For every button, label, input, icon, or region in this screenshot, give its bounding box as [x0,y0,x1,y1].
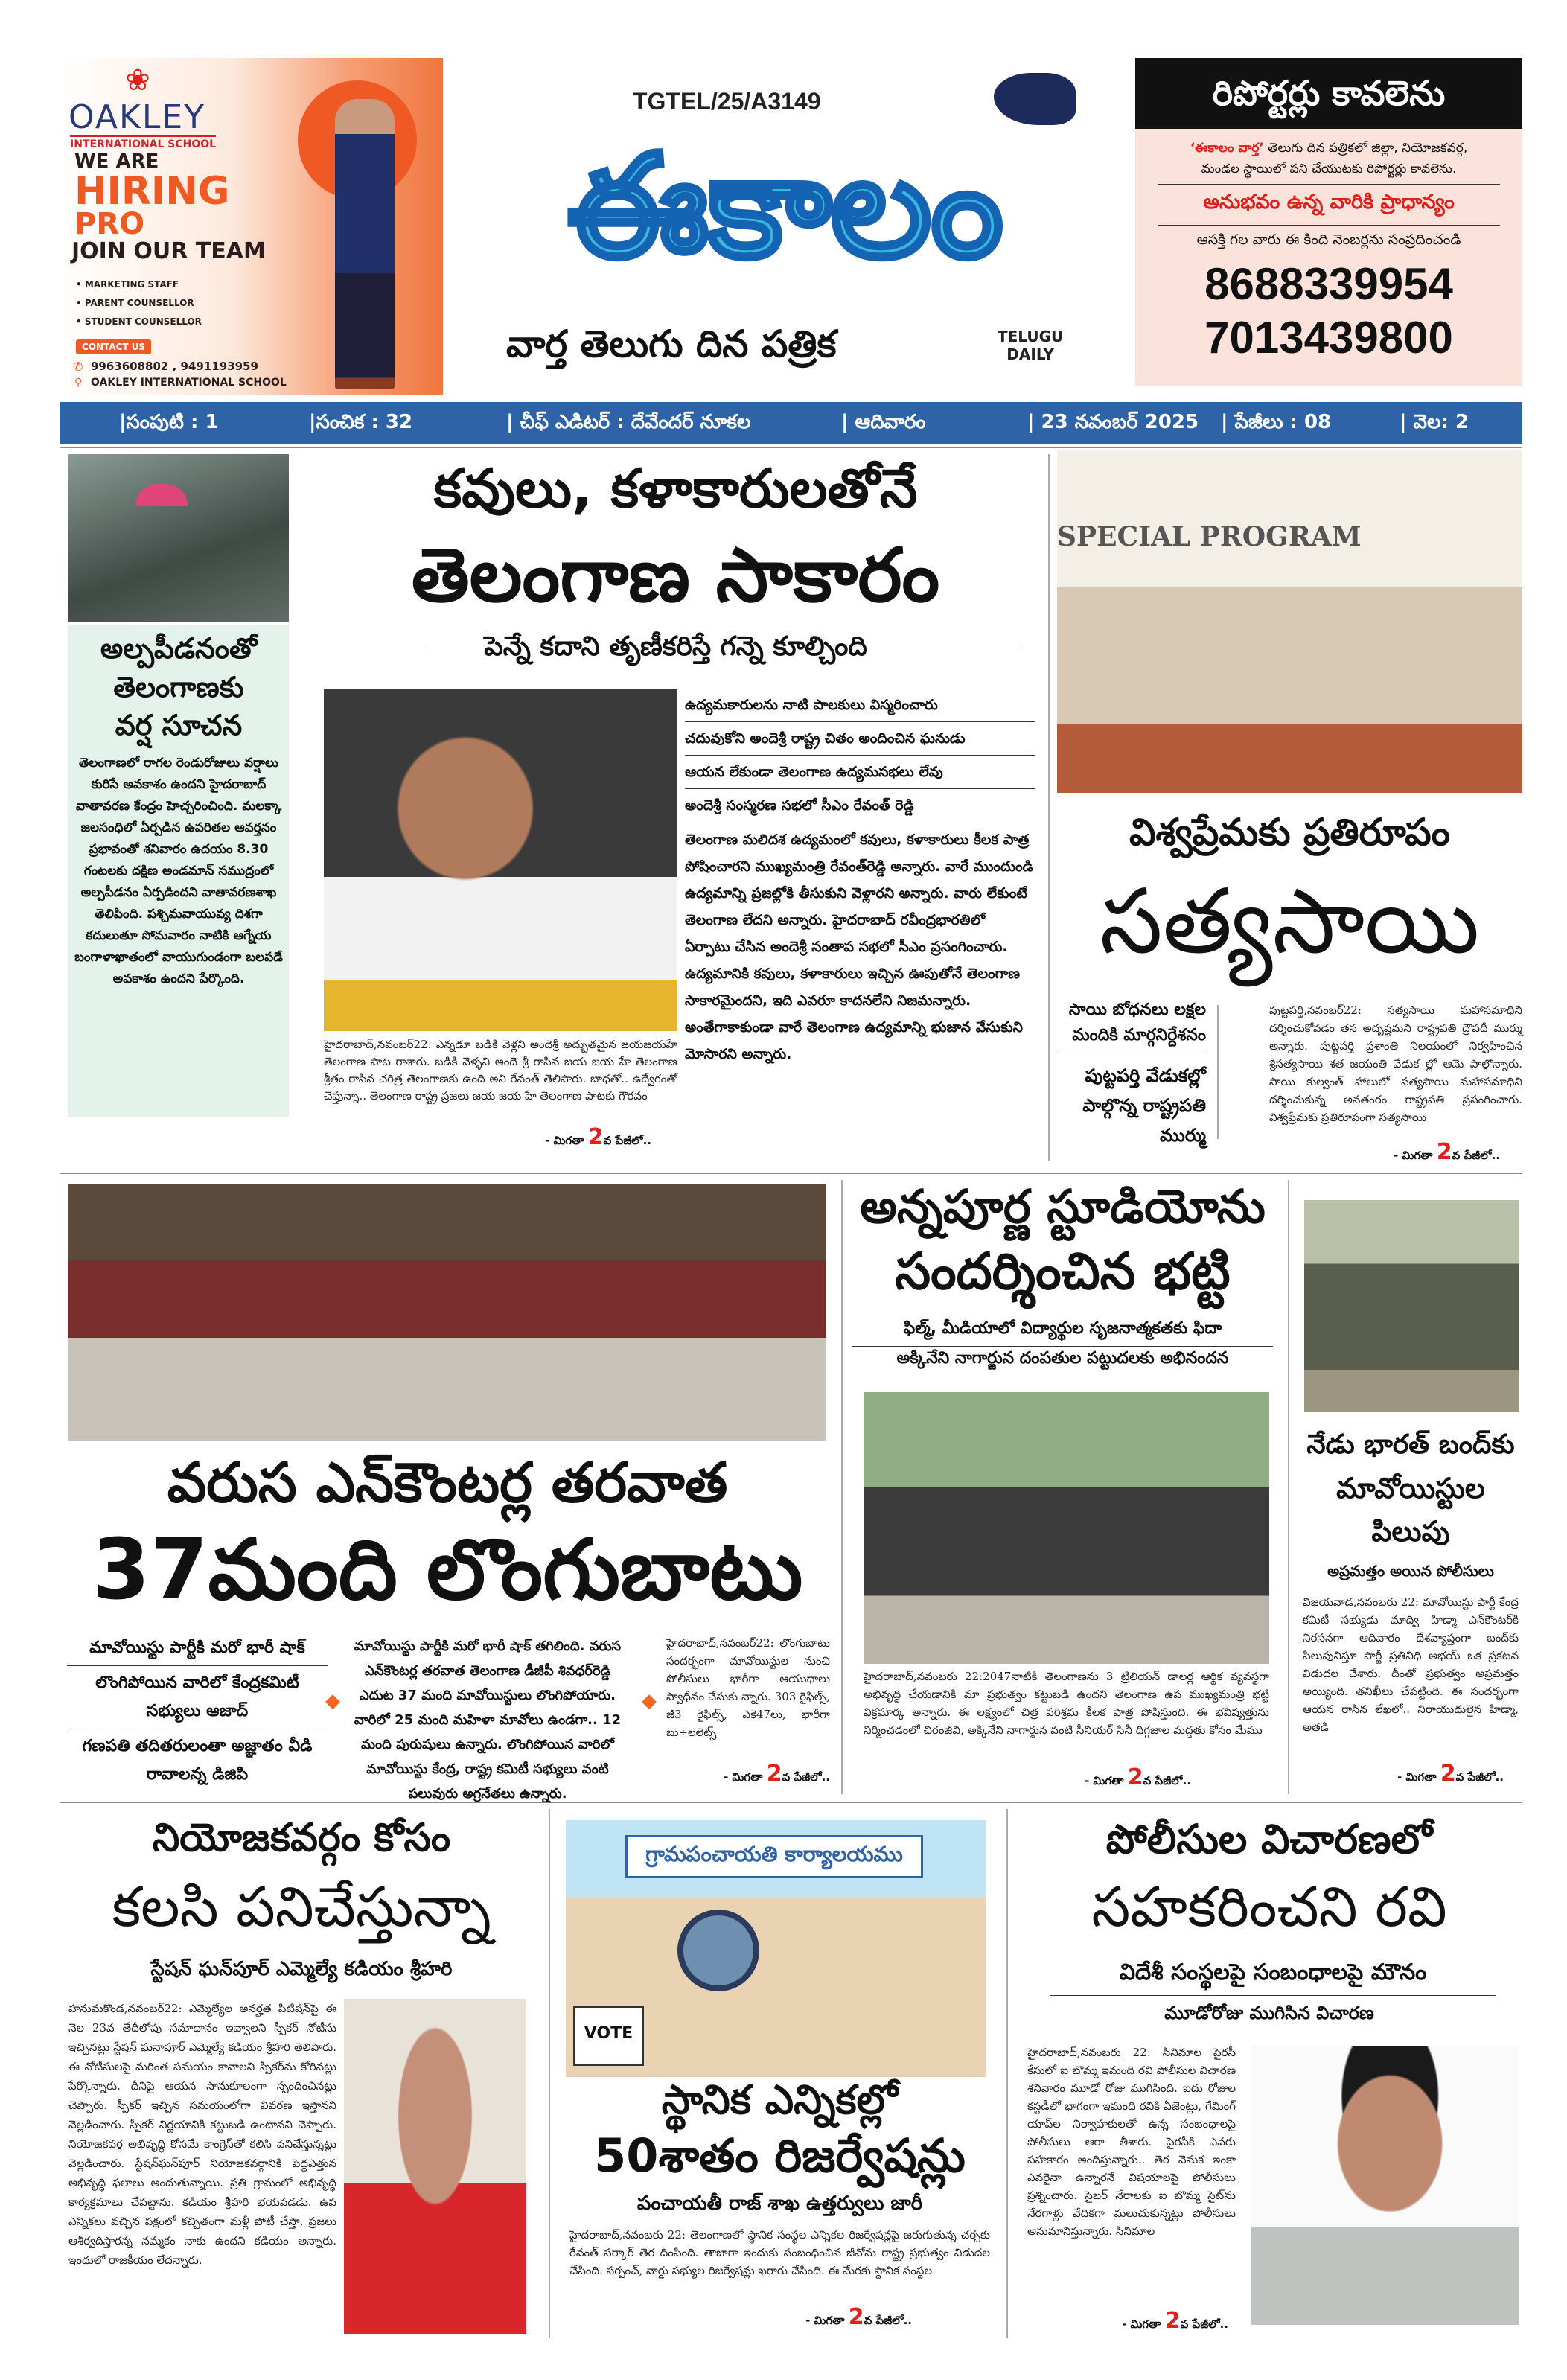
ravi-subheading: విదేశీ సంస్థలపై సంబంధాలపై మౌనం [1050,1959,1496,1996]
sai-side-heading: సాయి బోధనలు లక్షల మందికి మార్గనిర్దేశనం [1057,998,1206,1053]
ad-phone-2: 7013439800 [1204,313,1453,363]
cont-prefix: - మిగతా [1397,1770,1440,1784]
column-divider [1217,1005,1219,1139]
rain-body: తెలంగాణలో రాగల రెండురోజులు వర్షాలు కురిసే అవకాశం ఉందని హైదరాబాద్ వాతావరణ కేంద్రం హెచ్చరించింది. మలక్కా జలసంధిలో ఏర్పడిన ఉపరితల ఆవర్తనం ప్రభావంతో శనివారం ఉదయం 8.30 గంటలకు దక్షిణ అండమాన్ సముద్రంలో అల్పపీడనం ఏర్పడిందని వాతావరణశాఖ తెలిపింది. పశ్చిమవాయువ్య దిశగా కదులుతూ సోమవారం నాటికి ఆగ్నేయ బంగాళాఖాతంలో వాయుగుండంగా బలపడే అవకాశం ఉందని పేర్కొంది. [74,756,283,987]
sai-headline: సత్యసాయి [1100,870,1480,974]
cont-page: 2 [1164,2308,1181,2334]
rain-headline: తెలంగాణకు [113,670,244,704]
lead-headline: తెలంగాణ సాకారం [411,532,940,619]
continued-note [1269,1139,1500,1165]
reporters-wanted-ad [1135,58,1522,386]
cont-suffix: వ పేజీలో.. [603,1134,651,1147]
ad-description [1158,129,1500,185]
cont-prefix: - మిగతా [1085,1774,1128,1787]
man-in-suit-photo [335,99,395,389]
panchayat-sign: గ్రామపంచాయతి కార్యాలయము [625,1835,923,1878]
column-divider [1288,1180,1289,1794]
maoist-headline: 37మంది లొంగుబాటు [92,1522,803,1618]
ravi-subheading: మూడోరోజు ముగిసిన విచారణ [1164,2003,1374,2023]
maoist-surrender-photo [68,1184,826,1441]
contact-us-badge: CONTACT US [76,339,151,354]
role-item: • PARENT COUNSELLOR [76,298,194,308]
telugu-text: TELUGU [998,328,1064,345]
rain-umbrella-photo [68,454,289,622]
cont-prefix: - మిగతా [724,1770,767,1784]
kadiyam-headline: కలసి పనిచేస్తున్నా [112,1875,491,1939]
cont-page: 2 [1127,1764,1143,1790]
maoist-side-heading: మావోయిస్టు పార్టీకి మరో భారీ షాక్ [67,1634,328,1666]
kadiyam-srihari-photo [344,1999,526,2334]
maoist-summary: మావోయిస్టు పార్టీకి మరో భారీ షాక్ తగిలింది. వరుస ఎన్‌కౌంటర్ల తరవాత తెలంగాణ డీజీపీ శివధర్‌రెడ్డి ఎదుట 37 మంది మావోయిస్టులు లొంగిపోయారు. వారిలో 25 మంది మహిళా మావోలు ఉండగా.. 12 మంది పురుషులు ఉన్నారు. లొంగిపోయిన వారిలో మావోయిస్టు కేంద్ర, రాష్ట్ర కమిటీ సభ్యులు వంటి పలువురు అగ్రనేతలు ఉన్నారు. [354,1639,622,1802]
umbrella-icon [135,484,188,506]
highlight-item: ఆయన లేకుండా తెలంగాణ ఉద్యమసభలు లేవు [685,756,1035,789]
chief-editor: | చీఫ్ ఎడిటర్ : దేవేందర్ నూకల [506,411,751,433]
hiring-text: HIRING [74,169,230,214]
sai-kicker: విశ్వప్రేమకు ప్రతిరూపం [1129,811,1451,854]
cont-page: 2 [1436,1139,1452,1165]
bandh-body: విజయవాడ,నవంబరు 22: మావోయిస్టు పార్టీ కేంద్ర కమిటీ సభ్యుడు మాద్వి హిడ్మా ఎన్‌కౌంటర్‌కి నిరసనగా ఆదివారం దేశవ్యాప్తంగా బంద్‌కు పిలుపునిస్తూ పార్టీ ప్రతినిధి అభయ్ ఒక ప్రకటన విడుదల చేశారు. దీంతో ప్రభుత్వం అప్రమత్తం అయ్యింది. తనిఖీలు చేపట్టింది. ఈ సందర్భంగా ఆయన రాసిన లేఖలో.. నిరాయుధులైన హిడ్మా, అతడి [1303,1595,1519,1734]
cont-page: 2 [766,1761,782,1787]
ballot-box [573,2006,644,2066]
tagline: వార్త తెలుగు దిన పత్రిక [506,322,837,366]
sai-side-heading: పుట్టపర్తి వేడుకల్లో పాల్గొన్న రాష్ట్రపతి ముర్ము [1082,1065,1206,1146]
column-divider [1048,454,1050,1161]
roles-list [76,275,202,331]
weekday: | ఆదివారం [841,411,926,433]
highlight-item: చదువుకోని అందెశ్రీ రాష్ట్ర చితం అందించిన ఘనుడు [685,722,1035,756]
lotus-logo-icon: ❀ [125,63,150,98]
reservation-headline: 50శాతం రిజర్వేషన్లు [594,2128,966,2183]
role-item: • STUDENT COUNSELLOR [76,316,202,327]
sai-body: పుట్టపర్తి,నవంబర్22: సత్యసాయి మహాసమాధిని దర్శించుకోవడం తన అదృష్టమని రాష్ట్రపతి ద్రౌపదీ ముర్ము అన్నారు. పుట్టపర్తి ప్రశాంతి నిలయంలో నిర్వహించిన శ్రీసత్యసాయి శత జయంతి వేడుక ల్లో ఆమె పాల్గొన్నారు. సాయి కుల్వంత్ హాలులో సత్యసాయి మహాసమాధిని దర్శించుకున్న అనతంరం రాష్ట్రపతి ప్రసంగించారు. విశ్వప్రేమకు ప్రతిరూపంగా సత్యసాయి [1269,1004,1522,1124]
role-item: • MARKETING STAFF [76,279,179,290]
column-divider [841,1180,843,1794]
vote-label: VOTE [584,2024,633,2043]
ballot-stamp-icon [677,1910,759,1991]
column-divider [1006,1809,1008,2338]
oakley-hiring-ad [60,58,443,395]
cont-suffix: వ పేజీలో.. [782,1770,830,1784]
highlight-item: ఉద్యమకారులను నాటి పాలకులు విస్మరించారు [685,689,1035,722]
bandh-headline: మావోయిస్టుల [1336,1472,1485,1505]
rain-headline: వర్ష సూచన [115,709,243,742]
maoist-side-heading: లొంగిపోయిన వారిలో కేంద్రకమిటీ సభ్యులు ఆజాద్ [67,1666,328,1729]
column-divider [549,1809,550,2338]
continued-note [1303,1761,1504,1787]
maoist-march-photo [1304,1200,1519,1412]
bhatti-headline: సందర్శించిన భట్టి [895,1242,1231,1301]
reservation-headline: స్థానిక ఎన్నికల్లో [661,2076,899,2123]
cont-suffix: వ పేజీలో.. [1180,2317,1228,2331]
ad-title: రిపోర్టర్లు కావలెను [1135,58,1522,129]
ad-phone-1: 8688339954 [1204,259,1453,309]
bandh-headline: పిలుపు [1371,1515,1450,1548]
rain-news-box [68,625,289,1117]
lead-subheadline: పెన్నే కదాని తృణీకరిస్తే గన్నె కూల్చింది [484,631,867,662]
issue-number: |సంచిక : 32 [309,411,413,433]
kadiyam-headline: నియోజకవర్గం కోసం [152,1816,451,1860]
newspaper-logo-title: ఈకాలం [567,124,1003,289]
bhatti-headline: అన్నపూర్ణ స్టూడియోను [860,1179,1266,1234]
maoist-kicker: వరుస ఎన్‌కౌంటర్ల తరవాత [167,1451,728,1515]
cont-page: 2 [587,1124,604,1150]
maoist-side-heading: గణపతి తదితరులంతా అజ్ఞాతం వీడి రావాలన్న డిజిపి [82,1737,313,1784]
we-are-text: WE ARE [74,150,159,173]
continued-note [1027,2308,1228,2334]
bhatti-body: హైదరాబాద్,నవంబరు 22:2047నాటికి తెలంగాణను 3 ట్రిలియన్ డాలర్ల ఆర్థిక వ్యవస్థగా అభివృద్ధి చేయడానికి మా ప్రభుత్వం కట్టుబడి ఉందని తెలంగాణ ఉప ముఖ్యమంత్రి భట్టి విక్రమార్క అన్నారు. ఈ లక్ష్యంలో చిత్ర పరిశ్రమ కీలక పాత్ర పోషిస్తుంది. ఈ భవిష్యత్తును నిర్మించడంలో చిరంజీవి, అక్కినేని నాగార్జున వంటి సీనియర్ సినీ దిగ్గజాల మద్దతు కోసం మేము [864,1670,1269,1737]
rain-headline: అల్పపీడనంతో [100,632,258,665]
divider [60,1802,1522,1803]
telugu-daily-label [998,328,1063,363]
continued-note [864,1764,1191,1790]
maoist-side-headings [67,1634,328,1792]
pro-text: PRO [74,207,145,241]
bandh-subheading: అప్రమత్తం అయిన పోలీసులు [1327,1562,1494,1580]
brand-name: ‘ఈకాలం వార్త’ [1190,141,1264,156]
divider [60,447,1522,448]
photo-banner-text: SPECIAL PROGRAM [1057,521,1362,552]
cont-suffix: వ పేజీలో.. [864,2314,912,2327]
imandi-ravi-photo [1251,2046,1519,2325]
maoist-body: హైదరాబాద్,నవంబర్22: లొంగుబాటు సందర్భంగా మావోయిస్టుల నుంచి పోలీసులు భారీగా ఆయుధాలు స్వాధీనం చేసుకు న్నారు. 303 రైఫిల్స్, జీ3 రైఫిల్స్, ఎకె47లు, భారీగా బు÷లలెట్స్ [666,1636,830,1739]
cont-suffix: వ పేజీలో.. [1143,1774,1191,1787]
cont-page: 2 [848,2304,864,2330]
cont-page: 2 [1440,1761,1456,1787]
lead-photo-caption: హైదరాబాద్,నవంబర్22: ఎన్నడూ బడికి వెళ్లని అందెశ్రీ అద్భుతమైన జయజయహే తెలంగాణ పాట రాశారు. బడికి వెళ్ళని అందె శ్రీ రాసిన జయ జయ హే తెలంగాణ శ్రీతం రాసిన చరిత్ర తెలంగాణకు ఉంది అని రేవంత్ తెలిపారు. బాధతో.. ఉద్వేగంతో చెప్తున్నా.. తెలంగాణ రాష్ట్ర ప్రజలు జయ జయ హే తెలంగాణ పాటకు గౌరవం [324,1038,677,1103]
continued-note [324,1124,651,1150]
volume-number: |సంపుటి : 1 [119,411,219,433]
panchayat-vote-illustration [566,1820,986,2077]
page-count: | పేజీలు : 08 [1221,411,1332,433]
cont-prefix: - మిగతా [805,2314,849,2327]
bhatti-subheading: ఫిల్మ్, మీడియాలో విద్యార్థుల సృజనాత్మకతకు ఫిదా [852,1319,1273,1347]
daily-text: DAILY [1006,345,1054,363]
ad-priority: అనుభవం ఉన్న వారికి ప్రాధాన్యం [1158,185,1500,226]
registration-number: TGTEL/25/A3149 [633,88,821,115]
masthead [465,58,1117,386]
ravi-body: హైదరాబాద్,నవంబరు 22: సినిమాల పైరసీ కేసులో ఐ బొమ్మ ఇమంది రవి పోలీసుల విచారణ శనివారం మూడో రోజు ముగిసింది. ఐదు రోజుల కస్టడీలో భాగంగా ఇమంది రవికి ఏజెంట్లు, గేమింగ్ యాప్‌ల నిర్వాహకులతో ఉన్న సంబంధాలపై పోలీసులు ఆరా తీశారు. పైరసీకి ఎవరు సహకారం అందిస్తున్నారు.. తెర వెనుక ఇంకా ఎవరైనా ఉన్నారనే విషయాలపై పోలీసులు ప్రశ్నించారు. సైబర్ నేరాలకు ఐ బొమ్మ సైట్‌ను నేరగాళ్లు వేదికగా మలుచుకున్నట్లు పోలీసులు అనుమానిస్తున్నారు. సినిమాల [1027,2046,1236,2238]
highlight-item: అందెశ్రీ సంస్మరణ సభలో సీఎం రేవంత్ రెడ్డి [685,797,914,814]
bhatti-subheading: అక్కినేని నాగార్జున దంపతుల పట్టుదలకు అభినందన [896,1349,1229,1368]
bandh-headline: నేడు భారత్ బంద్‌కు [1306,1429,1515,1460]
cont-suffix: వ పేజీలో.. [1452,1149,1500,1162]
school-name: OAKLEY [68,98,206,136]
cont-suffix: వ పేజీలో.. [1455,1770,1504,1784]
cont-prefix: - మిగతా [545,1134,588,1147]
revanth-reddy-photo [324,689,677,1031]
ad-line: తెలుగు దిన పత్రికలో జిల్లా, నియోజకవర్గ, మండల స్థాయిలో పని చేయుటకు రిపోర్టర్లు కావలెను. [1201,141,1468,176]
location-pin-icon: ⚲ [74,377,83,389]
reservation-body: హైదరాబాద్,నవంబరు 22: తెలంగాణలో స్థానిక సంస్థల ఎన్నికల రిజర్వేషన్లపై జరుగుతున్న చర్చకు రేవంత్ సర్కార్ తెర దింపింది. తాజాగా ఇందుకు సంబంధించిన జీవోను రాష్ట్ర ప్రభుత్వం విడుదల చేసింది. సర్పంచ్, వార్డు సభ్యుల రిజర్వేషన్లు ఖరారు చేసింది. ఈ మేరకు స్థానిక సంస్థల [569,2228,990,2277]
join-text: JOIN OUR TEAM [71,238,266,264]
reservation-subheading: పంచాయతీ రాజ్ శాఖ ఉత్తర్వులు జారీ [636,2192,923,2215]
ad-address: OAKLEY INTERNATIONAL SCHOOL [91,377,287,389]
phone-icon: ✆ [73,360,83,374]
lead-kicker: కవులు, కళాకారులతోనే [433,457,918,520]
ravi-headline: సహకరించని రవి [1091,1875,1447,1939]
diamond-ornament-icon: ◆ [642,1690,657,1712]
ad-phones: 9963608802 , 9491193959 [91,360,258,373]
annapurna-studio-visit-photo [864,1392,1269,1664]
divider [60,1173,1522,1174]
ad-contact-line: ఆసక్తి గల వారు ఈ కింది నెంబర్లను సంప్రదించండి [1196,232,1461,248]
issue-info-bar [60,402,1522,444]
lead-body: తెలంగాణ మలిదశ ఉద్యమంలో కవులు, కళాకారులు కీలక పాత్ర పోషించారని ముఖ్యమంత్రి రేవంత్‌రెడ్డి అన్నారు. వారే ముందుండి ఉద్యమాన్ని ప్రజల్లోకి తీసుకుని వెళ్లారని అన్నారు. వారు లేకుంటే తెలంగాణ లేదని అన్నారు. హైదరాబాద్ రవీంద్రభారతిలో ఏర్పాటు చేసిన అందెశ్రీ సంతాప సభలో సీఎం ప్రసంగించారు. ఉద్యమానికి కవులు, కళాకారులు ఇచ్చిన ఊపుతోనే తెలంగాణ సాకారమైందని, ఇది ఎవరూ కాదనలేని నిజమన్నారు. అంతేగాకాకుండా వారే తెలంగాణ ఉద్యమాన్ని భుజాన వేసుకుని మోసారని అన్నారు. [685,832,1033,1062]
price: | వెల: 2 [1400,411,1469,433]
continued-note [569,2304,912,2330]
continued-note [666,1761,830,1787]
ravi-headline: పోలీసుల విచారణలో [1105,1816,1433,1863]
diamond-ornament-icon: ◆ [325,1690,340,1712]
issue-date: | 23 నవంబర్ 2025 [1027,411,1199,433]
kadiyam-body: హనుమకొండ,నవంబర్22: ఎమ్మెల్యేల అనర్హత పిటిషన్‌పై ఈ నెల 23వ తేదీలోపు సమాధానం ఇవ్వాలని స్పీకర్ నోటీసు ఇచ్చినట్లు స్టేషన్ ఘనాపూర్ ఎమ్మెల్యే కడియం శ్రీహరి తెలిపారు. ఈ నోటీసులపై మరింత సమయం కావాలని స్పీకర్‌ను కోరినట్లు పేర్కొన్నారు. దీనిపై ఆయన సానుకూలంగా స్పందించినట్లు చెప్పారు. స్పీకర్ ఇచ్చిన సమయంలోగా వివరణ ఇస్తానని వెల్లడించారు. స్పీకర్ నిర్ణయానికి కట్టుబడి ఉంటానని చెప్పారు. నియోజకవర్గ అభివృద్ధి కోసమే కాంగ్రెస్‌తో కలిసి పనిచేస్తున్నట్లు వెల్లడించారు. స్టేషన్‌ఘన్‌పూర్ నియోజకవర్గానికి పెద్దఎత్తున అభివృద్ధి ఫలాలు అందుతున్నాయి. ప్రతి గ్రామంలో అభివృద్ధి కార్యక్రమాలు చేపట్టాను. కడియం శ్రీహరి భయపడడు. ఉప ఎన్నికలు వచ్చిన పక్షంలో కచ్చితంగా మళ్లీ పోటీ చేస్తా. ప్రజలు ఆశీర్వదిస్తారన్న నమ్మకం నాకు ఉందని కడియం అన్నారు. ఇందులో రాజకీయం లేదన్నారు. [68,2002,336,2267]
school-subtitle: INTERNATIONAL SCHOOL [70,135,216,150]
lead-highlights [685,689,1035,822]
president-murmu-event-photo [1057,450,1522,793]
kadiyam-subheading: స్టేషన్ ఘన్‌పూర్ ఎమ్మెల్యే కడియం శ్రీహరి [150,1958,453,1980]
cont-prefix: - మిగతా [1394,1149,1437,1162]
cont-prefix: - మిగతా [1122,2317,1165,2331]
